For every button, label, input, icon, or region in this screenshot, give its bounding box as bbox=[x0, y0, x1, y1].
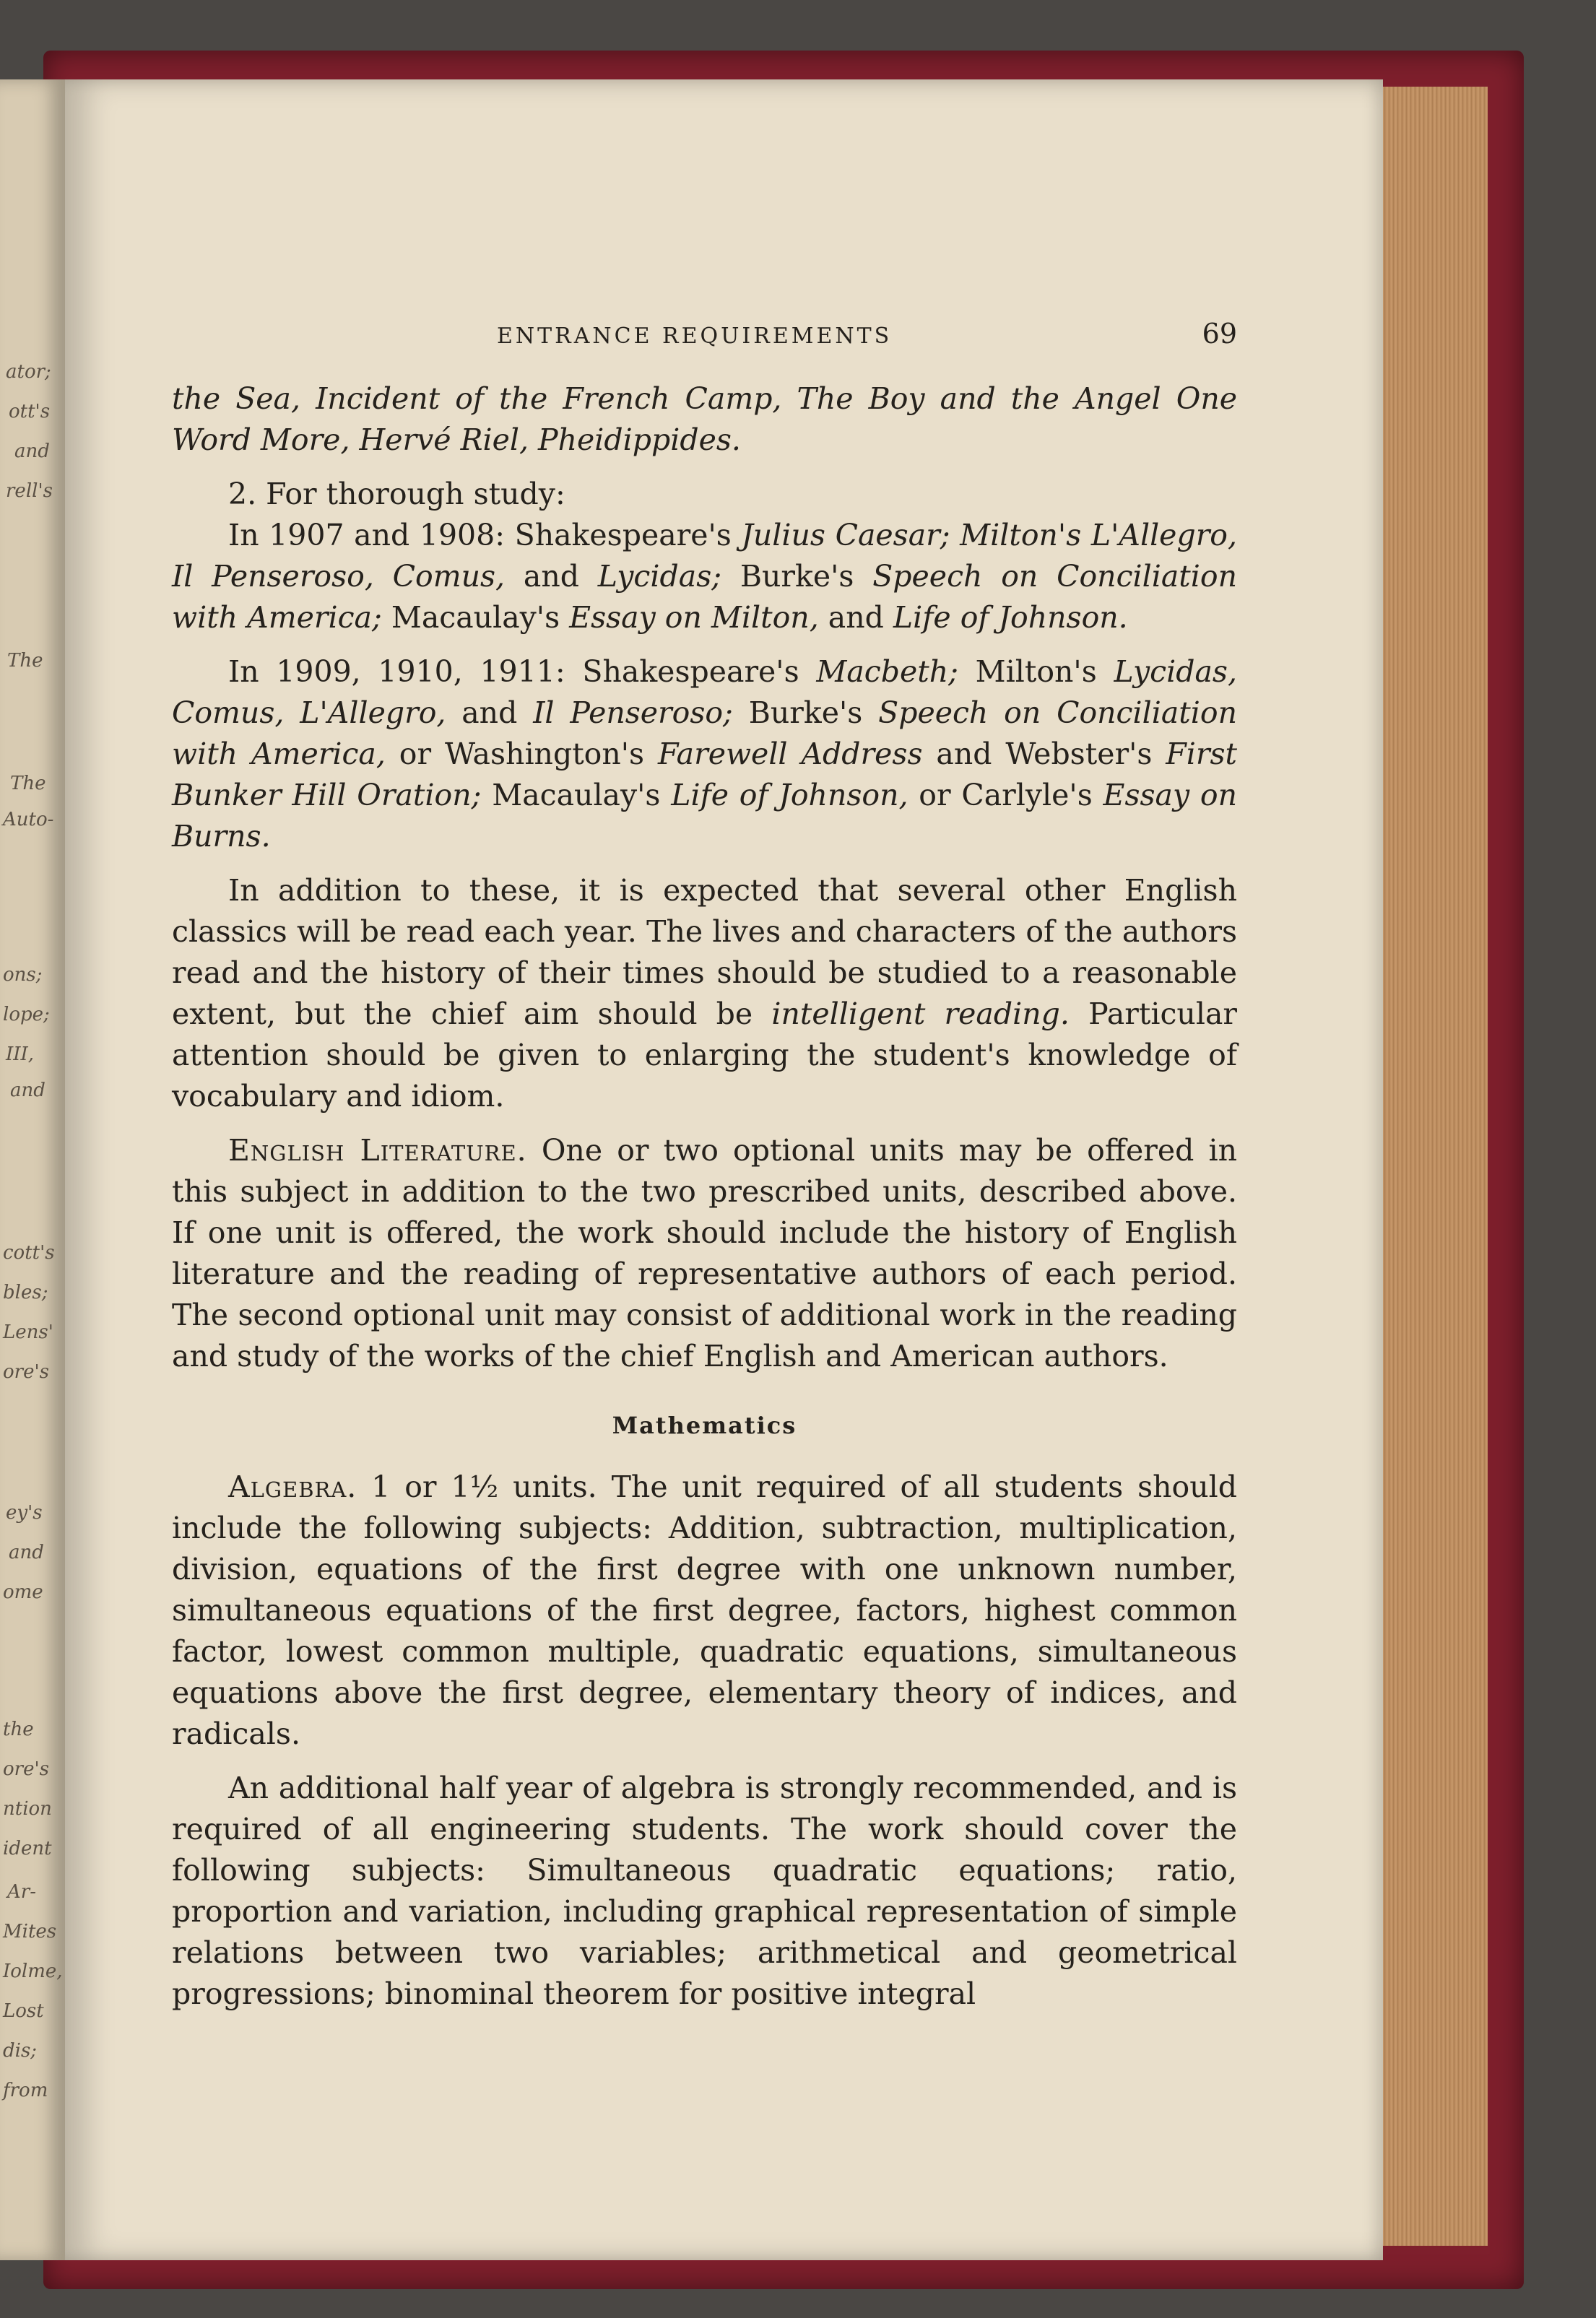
text-run: or Carlyle's bbox=[908, 778, 1103, 812]
text-run: First Bunker Hill Oration; bbox=[172, 737, 1237, 812]
text-run: Il Penseroso; bbox=[533, 695, 733, 730]
prev-page-fragment: rell's bbox=[6, 480, 53, 502]
page-edges bbox=[1372, 87, 1488, 2246]
prev-page-fragment: from bbox=[3, 2080, 48, 2101]
section-heading: Mathematics bbox=[612, 1412, 797, 1439]
text-run: In addition to these, it is expected that several other English classics will be read each year. The lives and characters of the authors read and the history of their times should be studied to a reasonable extent, but the chief aim should be bbox=[172, 873, 1237, 1031]
prev-page-fragment: ons; bbox=[3, 964, 43, 986]
prev-page-fragment: ore's bbox=[3, 1361, 49, 1383]
paragraph bbox=[172, 651, 1237, 857]
prev-page-fragment: Auto- bbox=[3, 809, 54, 830]
text-run: Life of Johnson. bbox=[893, 600, 1128, 635]
prev-page-fragment: ator; bbox=[6, 361, 51, 383]
prev-page-fragment: The bbox=[10, 773, 46, 794]
text-run: Essay on Burns. bbox=[172, 778, 1237, 854]
text-run: 1 or 1½ units. The unit required of all students should include the following subjects: Addition, subtraction, multiplication, division, equations of the first degree with one unknown number, simultaneous equations of the first degree, factors, highest common factor, lowest common multiple, quadratic equations, simultaneous equations above the first degree, elementary theory of indices, and radicals. bbox=[172, 1470, 1237, 1751]
prev-page-fragment: ome bbox=[3, 1581, 43, 1603]
paragraph bbox=[172, 1467, 1237, 1755]
text-run: In 1909, 1910, 1911: Shakespeare's bbox=[228, 654, 817, 689]
paragraph bbox=[172, 870, 1237, 1117]
text-run: Life of Johnson, bbox=[671, 778, 908, 812]
text-run: One or two optional units may be offered in this subject in addition to the two prescribed units, described above. If one unit is offered, the work should include the history of English literature and the reading of representative authors of each period. The second optional unit may consist of additional work in the reading and study of the works of the chief English and American authors. bbox=[172, 1133, 1237, 1373]
text-run: and bbox=[818, 600, 893, 635]
text-run: Essay on Milton, bbox=[569, 600, 819, 635]
paragraph bbox=[172, 474, 1237, 515]
paragraph bbox=[172, 1768, 1237, 2015]
text-run: and bbox=[505, 559, 598, 594]
prev-page-fragment: cott's bbox=[3, 1242, 55, 1264]
prev-page-fragment: dis; bbox=[3, 2040, 38, 2062]
text-run: Julius Caesar; Milton's L'Allegro, Il Penseroso, Comus, bbox=[172, 518, 1238, 594]
prev-page-fragment: bles; bbox=[3, 1282, 48, 1303]
text-run: Speech on Conciliation with America; bbox=[172, 559, 1237, 635]
text-run: Burke's bbox=[732, 695, 879, 730]
prev-page-fragment: Lost bbox=[3, 2000, 44, 2022]
text-run: Macaulay's bbox=[481, 778, 672, 812]
prev-page-fragment: and bbox=[14, 440, 50, 462]
prev-page-fragment: the bbox=[3, 1719, 34, 1740]
text-run: and bbox=[446, 695, 534, 730]
prev-page-fragment: lope; bbox=[3, 1004, 50, 1025]
text-run: the Sea, Incident of the French Camp, The Boy and the Angel One Word More, Hervé Riel, Pheidippides. bbox=[172, 381, 1237, 457]
paragraph bbox=[172, 378, 1237, 461]
page-content bbox=[172, 318, 1237, 2015]
book-page bbox=[65, 79, 1383, 2260]
prev-page-fragment: Lens' bbox=[3, 1321, 53, 1343]
text-run: intelligent reading. bbox=[771, 997, 1070, 1031]
prev-page-fragment: ore's bbox=[3, 1758, 49, 1780]
prev-page-fragment: ident bbox=[3, 1838, 52, 1859]
prev-page-fragment: III, bbox=[6, 1043, 35, 1065]
paragraph bbox=[172, 515, 1237, 638]
prev-page-fragment: ntion bbox=[3, 1798, 52, 1820]
prev-page-fragment: The bbox=[7, 650, 43, 672]
prev-page-fragment: ott's bbox=[9, 401, 51, 422]
text-run: Particular attention should be given to enlarging the student's knowledge of vocabulary and idiom. bbox=[172, 997, 1237, 1114]
prev-page-fragment: Iolme, bbox=[3, 1961, 63, 1982]
text-run: Macaulay's bbox=[381, 600, 570, 635]
prev-page-fragment: and bbox=[9, 1542, 44, 1563]
text-run: An additional half year of algebra is strongly recommended, and is required of all engineering students. The work should cover the following subjects: Simultaneous quadratic equations; ratio, proportion and variation, including graphical representation of simple relations between two variables; arithmetical and geometrical progressions; binominal theorem for positive integral bbox=[172, 1771, 1237, 2011]
text-run: Lycidas; bbox=[597, 559, 722, 594]
prev-page-fragment: Mites bbox=[3, 1921, 57, 1942]
page-number: 69 bbox=[1202, 318, 1237, 350]
text-run: Farewell Address bbox=[657, 737, 923, 771]
text-run: In 1907 and 1908: Shakespeare's bbox=[228, 518, 742, 552]
text-run: 2. For thorough study: bbox=[228, 477, 565, 511]
prev-page-fragment: Ar- bbox=[7, 1881, 36, 1903]
previous-page-edge bbox=[0, 79, 65, 2260]
text-run: Lycidas, Comus, L'Allegro, bbox=[172, 654, 1237, 730]
text-run: Macbeth; bbox=[816, 654, 958, 689]
text-run: or Washington's bbox=[385, 737, 658, 771]
page-header bbox=[172, 318, 1237, 350]
text-run: Speech on Conciliation with America, bbox=[172, 695, 1237, 771]
text-run: Milton's bbox=[958, 654, 1114, 689]
text-run: Burke's bbox=[721, 559, 873, 594]
prev-page-fragment: and bbox=[10, 1080, 45, 1101]
run-in-heading: English Literature. bbox=[228, 1133, 527, 1168]
paragraph bbox=[172, 1130, 1237, 1377]
text-run: and Webster's bbox=[922, 737, 1166, 771]
run-in-heading: Algebra. bbox=[228, 1470, 357, 1504]
prev-page-fragment: ey's bbox=[6, 1502, 43, 1524]
running-head: ENTRANCE REQUIREMENTS bbox=[497, 324, 893, 349]
